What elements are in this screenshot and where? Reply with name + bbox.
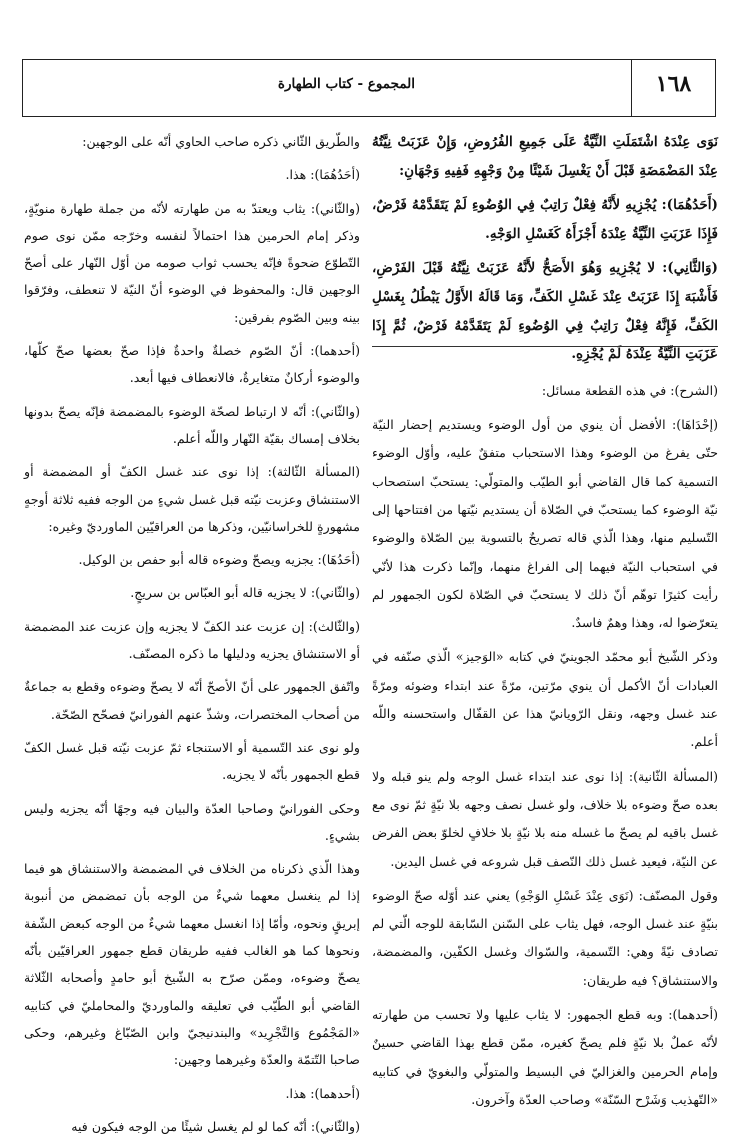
sharh-paragraph: وقول المصنّف: (نَوَى عِنْدَ غَسْلِ الوَجْهِ) يعني عند أوّله صحّ الوضوء بنيّةٍ عند غسل الوجه، فهل يثاب على السّنن السّابقة للوجه الّتي لم تصادف نيّةً وهي: التّسمية، والسّواك وغسل الكفّين، والمضمضة، والاستنشاق؟ فيه طريقان: — [372, 887, 718, 988]
left-column — [24, 128, 360, 1146]
left-paragraph: (أحدهما): هذا. — [285, 1085, 360, 1101]
left-paragraph: (أحدهما): أنّ الصّوم خصلةٌ واحدةٌ فإذا صحّ بعضها صحّ كلّها، والوضوء أركانٌ متغايرةٌ، فالانعطاف فيها أبعد. — [24, 343, 360, 386]
left-paragraph: (أحَدُهُمَا): هذا. — [285, 167, 360, 183]
left-paragraph: (والثّاني): لا يجزيه قاله أبو العبّاس بن سريجٍ. — [130, 585, 360, 601]
matn-paragraph: نَوَى عِنْدَهُ اشْتَمَلَتِ النِّيَّةُ عَلَى جَمِيعِ الفُرُوضِ، وَإِنْ عَزَبَتْ نِيَّتُهُ عِنْدَ المَضْمَضَةِ قَبْلَ أَنْ يَغْسِلَ شَيْئًا مِنْ وَجْهِهِ فَفِيهِ وَجْهَانِ: — [372, 134, 718, 179]
right-column — [372, 128, 718, 1120]
sharh-paragraph: (إحْدَاهَا): الأفضل أن ينوي من أول الوضوء ويستديم إحضار النيّة حتّى يفرغ من الوضوء وهذا الاستحباب متفقٌ عليه، وأوّل الوضوء التسمية كما قال القاضي أبو الطيّب والمتولّي: يستحبّ استصحاب نيّة الوضوء كما يستحبّ في الصّلاة أن يستديم نيّتها من افتتاحها إلى التّسليم منها، وهذا الّذي قاله تصريحٌ بالتسوية بين الصّلاة والوضوء في استحباب النيّة فيهما إلى الفراغ منهما، وإنّما ذكرت هذا لأنّي رأيت كثيرًا توهّم أنّ ذلك لا يستحبّ في الصّلاة لكون الجمهور لم يتعرّضوا له، وهذا وهمٌ فاسدٌ. — [372, 417, 718, 631]
left-paragraph: (والثّاني): أنّه لا ارتباط لصحّة الوضوء بالمضمضة فإنّه يصحّ بدونها بخلاف إمساك بقيّة النّهار واللّه أعلم. — [24, 403, 360, 446]
left-paragraph: (أحَدُهَا): يجزيه ويصحّ وضوءه قاله أبو حفص بن الوكيل. — [78, 552, 360, 568]
left-paragraph: (المسألة الثّالثة): إذا نوى عند غسل الكفّ أو المضمضة أو الاستنشاق وعزبت نيّته قبل غسل شيءٍ من الوجه ففيه ثلاثة أوجهٍ مشهورةٍ للخراسانيّين، وذكرها من العراقيّين الماورديّ وغيره: — [24, 464, 360, 534]
left-paragraph: (والثّاني): يثاب ويعتدّ به من طهارته لأنّه من جملة طهارة منويّةٍ، وذكر إمام الحرمين هذا احتمالاً لنفسه وخرّجه ممّن نوى صوم التّطوّع ضحوةً فإنّه يحسب ثواب صومه من أوّل النّهار على أصحّ الوجهين قال: والمحفوظ في الوضوء أنّ النيّة لا تنعطف، وفرّقوا بينه وبين الصّوم بفرقين: — [24, 200, 360, 325]
sharh-paragraph: (الشرح): في هذه القطعة مسائل: — [541, 382, 718, 398]
left-paragraph: واتّفق الجمهور على أنّ الأصحّ أنّه لا يصحّ وضوءه وقطع به جماعةٌ من أصحاب المختصرات، وشذّ عنهم الفورانيّ فصحّح الصّحّة. — [24, 679, 360, 722]
page-number: ١٦٨ — [631, 60, 715, 116]
left-paragraph: ولو نوى عند التّسمية أو الاستنجاء ثمّ عزبت نيّته قبل غسل الكفّ قطع الجمهور بأنّه لا يجزيه. — [24, 739, 360, 783]
left-paragraph: وهذا الّذي ذكرناه من الخلاف في المضمضة والاستنشاق هو فيما إذا لم ينغسل معهما شيءٌ من الوجه بأن تمضمض من أنبوبة إبريقٍ ونحوه، وأمّا إذا انغسل معهما شيءٌ من الوجه كبعض الشّفة ونحوها كما هو الغالب ففيه طريقان قطع جمهور العراقيّين بأنّه يصحّ وضوءه، وممّن صرّح به الشّيخ أبو حامدٍ وأصحابه الثّلاثة القاضي أبو الطّيّب في تعليقه والماورديّ والمحامليّ في كتابيه «المَجْمُوع وَالتَّجْرِيد» والبندنيجيّ وابن الصّبّاغ وغيرهم، وحكى صاحبا التّتمّة والعدّة وغيرهما وجهين: — [24, 861, 360, 1068]
sharh-paragraph: (المسألة الثّانية): إذا نوى عند ابتداء غسل الوجه ولم ينو قبله ولا بعده صحّ وضوءه بلا خلاف، ولو غسل نصف وجهه بلا نيّةٍ ثمّ نوى مع غسل باقيه لم يصحّ ما غسله منه بلا نيّةٍ بلا خلافٍ لخلوّ بعض الفرض عن النيّة، فيعيد غسل ذلك النّصف قبل شروعه في غسل اليدين. — [372, 768, 718, 869]
left-paragraph: والطّريق الثّاني ذكره صاحب الحاوي أنّه على الوجهين: — [82, 134, 360, 149]
matn-sharh-divider — [372, 346, 718, 347]
matn-paragraph: (أَحَدُهُمَا): يُجْزِيهِ لأَنَّهُ فِعْلٌ رَاتِبٌ فِي الوُضُوءِ لَمْ يَتَقَدَّمْهُ فَرْضٌ، فَإِذَا عَزَبَتِ النِّيَّةُ عِنْدَهُ أَجْزَأَهُ كَغَسْلِ الوَجْهِ. — [372, 197, 718, 242]
left-paragraph: وحكى الفورانيّ وصاحبا العدّة والبيان فيه وجهًا أنّه يجزيه وليس بشيءٍ. — [24, 800, 360, 843]
page-header — [22, 59, 716, 117]
running-title: المجموع - كتاب الطهارة — [277, 76, 415, 92]
left-paragraph: (والثّالث): إن عزبت عند الكفّ لا يجزيه وإن عزبت عند المضمضة أو الاستنشاق يجزيه ودليلها ما ذكره المصنّف. — [24, 618, 360, 662]
sharh-paragraph: (أحدهما): وبه قطع الجمهور: لا يثاب عليها ولا تحسب من طهارته لأنّه عملٌ بلا نيّةٍ فلم يصحّ كغيره، ممّن قطع بهذا القاضي حسينٌ وإمام الحرمين والغزاليّ في البسيط والمتولّي والبغويّ في كتابيه «التّهذيب وَشَرْح السّنّة» وصاحب العدّة وآخرون. — [372, 1006, 718, 1107]
sharh-paragraph: وذكر الشّيخ أبو محمّد الجوينيّ في كتابه «الوَجيز» الّذي صنّفه في العبادات أنّ الأكمل أن ينوي مرّتين، مرّةً عند ابتداء وضوئه ومرّةً عند غسل وجهه، ونقل الرّويانيّ هذا عن القفّال واستحسنه واللّه أعلم. — [372, 649, 718, 750]
matn-paragraph: (وَالثَّانِي): لا يُجْزِيهِ وَهُوَ الأَصَحُّ لأَنَّهُ عَزَبَتْ نِيَّتُهُ قَبْلَ الفَرْضِ، فَأَشْبَهَ إِذَا عَزَبَتْ عِنْدَ غَسْلِ الكَفِّ، وَمَا قَالَهُ الأَوَّلُ يَبْطُلُ بِغَسْلِ الكَفِّ، فَإِنَّهُ فِعْلٌ رَاتِبٌ فِي الوُضُوءِ لَمْ يَتَقَدَّمْهُ فَرْضٌ، ثُمَّ إِذَا عَزَبَتِ النِّيَّةُ عِنْدَهُ لَمْ يُجْزِهِ. — [372, 260, 718, 363]
left-paragraph: (والثّاني): أنّه كما لو لم يغسل شيئًا من الوجه فيكون فيه — [71, 1118, 360, 1134]
